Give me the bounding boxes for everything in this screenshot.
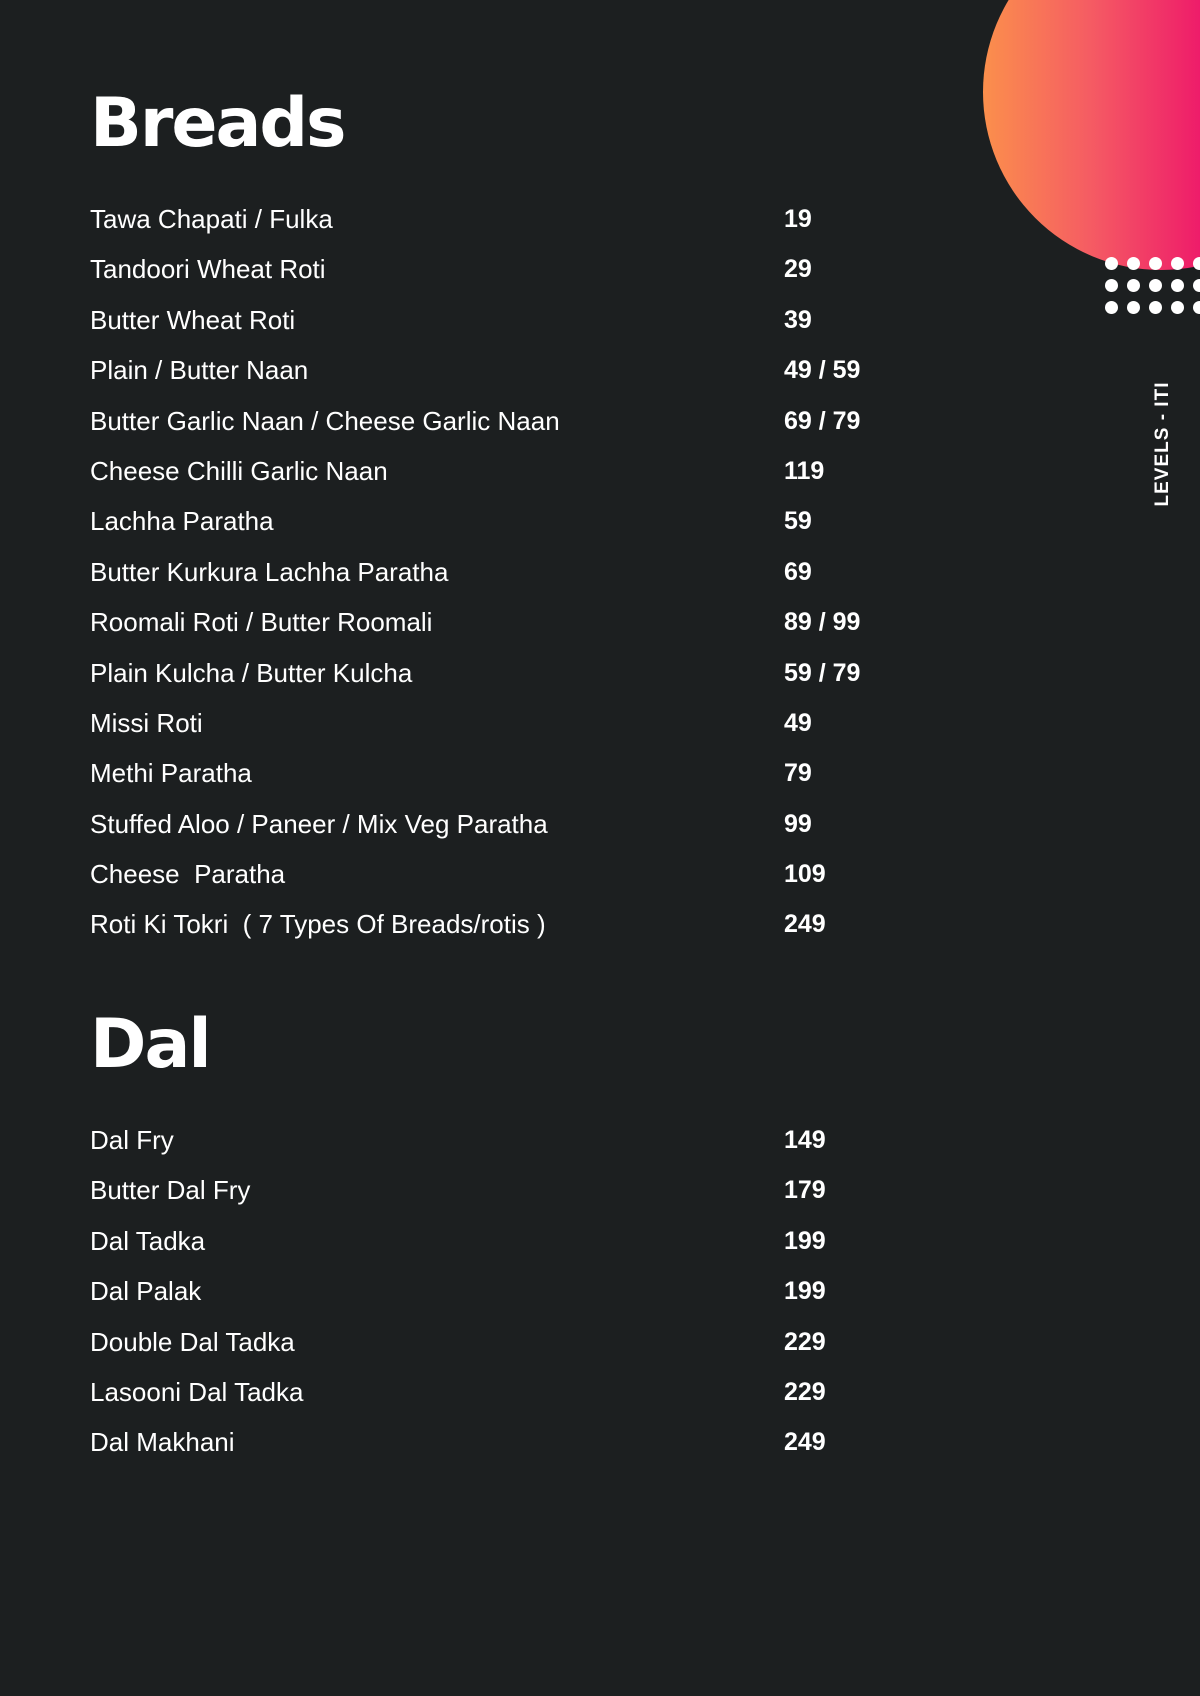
menu-item-name: Double Dal Tadka <box>90 1326 295 1357</box>
menu-item <box>90 904 890 954</box>
side-label: LEVELS - ITI <box>1152 381 1173 507</box>
menu-item <box>90 653 890 703</box>
dot <box>1193 257 1200 270</box>
menu-item-price: 49 / 59 <box>784 356 861 385</box>
menu-item-price: 19 <box>784 205 812 233</box>
menu-item-name: Butter Kurkura Lachha Paratha <box>90 556 449 587</box>
menu-item <box>90 300 890 350</box>
menu-item-name: Plain Kulcha / Butter Kulcha <box>90 657 413 688</box>
menu-item-price: 39 <box>784 305 812 334</box>
menu-item <box>90 1422 890 1472</box>
dal-menu-list <box>90 1120 890 1473</box>
menu-item <box>90 703 890 753</box>
menu-item-price: 199 <box>784 1277 826 1306</box>
dot <box>1127 257 1140 270</box>
menu-item-name: Tandoori Wheat Roti <box>90 254 326 285</box>
menu-item-price: 69 <box>784 557 812 586</box>
menu-item-name: Lachha Paratha <box>90 506 274 537</box>
menu-item-price: 59 / 79 <box>784 658 861 687</box>
menu-item <box>90 1221 890 1271</box>
menu-item-price: 229 <box>784 1327 826 1356</box>
menu-item-price: 99 <box>784 809 812 838</box>
menu-item-name: Tawa Chapati / Fulka <box>90 204 333 234</box>
dot <box>1149 301 1162 314</box>
menu-item <box>90 552 890 602</box>
menu-item-name: Methi Paratha <box>90 758 252 789</box>
menu-item-price: 249 <box>784 910 826 939</box>
menu-item-name: Dal Fry <box>90 1125 174 1155</box>
menu-item <box>90 1271 890 1321</box>
menu-item-name: Butter Dal Fry <box>90 1175 251 1206</box>
dot <box>1193 279 1200 292</box>
menu-item-price: 49 <box>784 708 812 737</box>
dot <box>1105 257 1118 270</box>
menu-item-name: Dal Tadka <box>90 1225 206 1256</box>
menu-item <box>90 804 890 854</box>
menu-item-price: 119 <box>784 456 825 485</box>
menu-item-price: 29 <box>784 255 812 284</box>
menu-item <box>90 451 890 501</box>
menu-item <box>90 1170 890 1220</box>
section-title-breads: Breads <box>90 84 345 163</box>
menu-item-price: 249 <box>784 1428 826 1457</box>
breads-menu-list <box>90 199 890 955</box>
menu-item-name: Lasooni Dal Tadka <box>90 1376 304 1407</box>
dot <box>1105 279 1118 292</box>
menu-item <box>90 602 890 652</box>
menu-item <box>90 854 890 904</box>
menu-item-price: 79 <box>784 759 812 788</box>
menu-item-price: 69 / 79 <box>784 406 861 435</box>
dot <box>1171 279 1184 292</box>
menu-item-name: Roti Ki Tokri ( 7 Types Of Breads/rotis ) <box>90 909 546 940</box>
dot <box>1171 301 1184 314</box>
menu-item <box>90 1120 890 1170</box>
menu-item-name: Butter Garlic Naan / Cheese Garlic Naan <box>90 405 560 436</box>
menu-item-price: 109 <box>784 860 826 889</box>
menu-item-price: 199 <box>784 1226 826 1255</box>
menu-item-price: 149 <box>784 1126 826 1154</box>
menu-item-name: Missi Roti <box>90 707 203 738</box>
menu-item <box>90 1322 890 1372</box>
menu-item-name: Dal Makhani <box>90 1427 235 1458</box>
dot <box>1149 279 1162 292</box>
decorative-gradient-circle <box>983 0 1200 270</box>
menu-item-price: 89 / 99 <box>784 608 861 637</box>
dot <box>1171 257 1184 270</box>
menu-item <box>90 501 890 551</box>
dot <box>1105 301 1118 314</box>
dot <box>1127 301 1140 314</box>
menu-item-name: Cheese Chilli Garlic Naan <box>90 455 388 486</box>
menu-item-name: Roomali Roti / Butter Roomali <box>90 607 433 638</box>
menu-item-name: Dal Palak <box>90 1276 202 1307</box>
menu-item-price: 229 <box>784 1377 826 1406</box>
menu-item <box>90 249 890 299</box>
dot <box>1149 257 1162 270</box>
menu-item-name: Plain / Butter Naan <box>90 355 309 386</box>
menu-item-name: Cheese Paratha <box>90 859 286 890</box>
menu-item <box>90 401 890 451</box>
dot <box>1193 301 1200 314</box>
menu-item <box>90 1372 890 1422</box>
menu-item <box>90 753 890 803</box>
dot <box>1127 279 1140 292</box>
menu-item-price: 59 <box>784 507 812 536</box>
menu-item-price: 179 <box>784 1176 826 1205</box>
menu-item <box>90 199 890 249</box>
menu-item <box>90 350 890 400</box>
menu-item-name: Stuffed Aloo / Paneer / Mix Veg Paratha <box>90 808 548 839</box>
menu-item-name: Butter Wheat Roti <box>90 304 296 335</box>
section-title-dal: Dal <box>90 1005 210 1084</box>
decorative-dot-grid <box>1105 257 1200 314</box>
